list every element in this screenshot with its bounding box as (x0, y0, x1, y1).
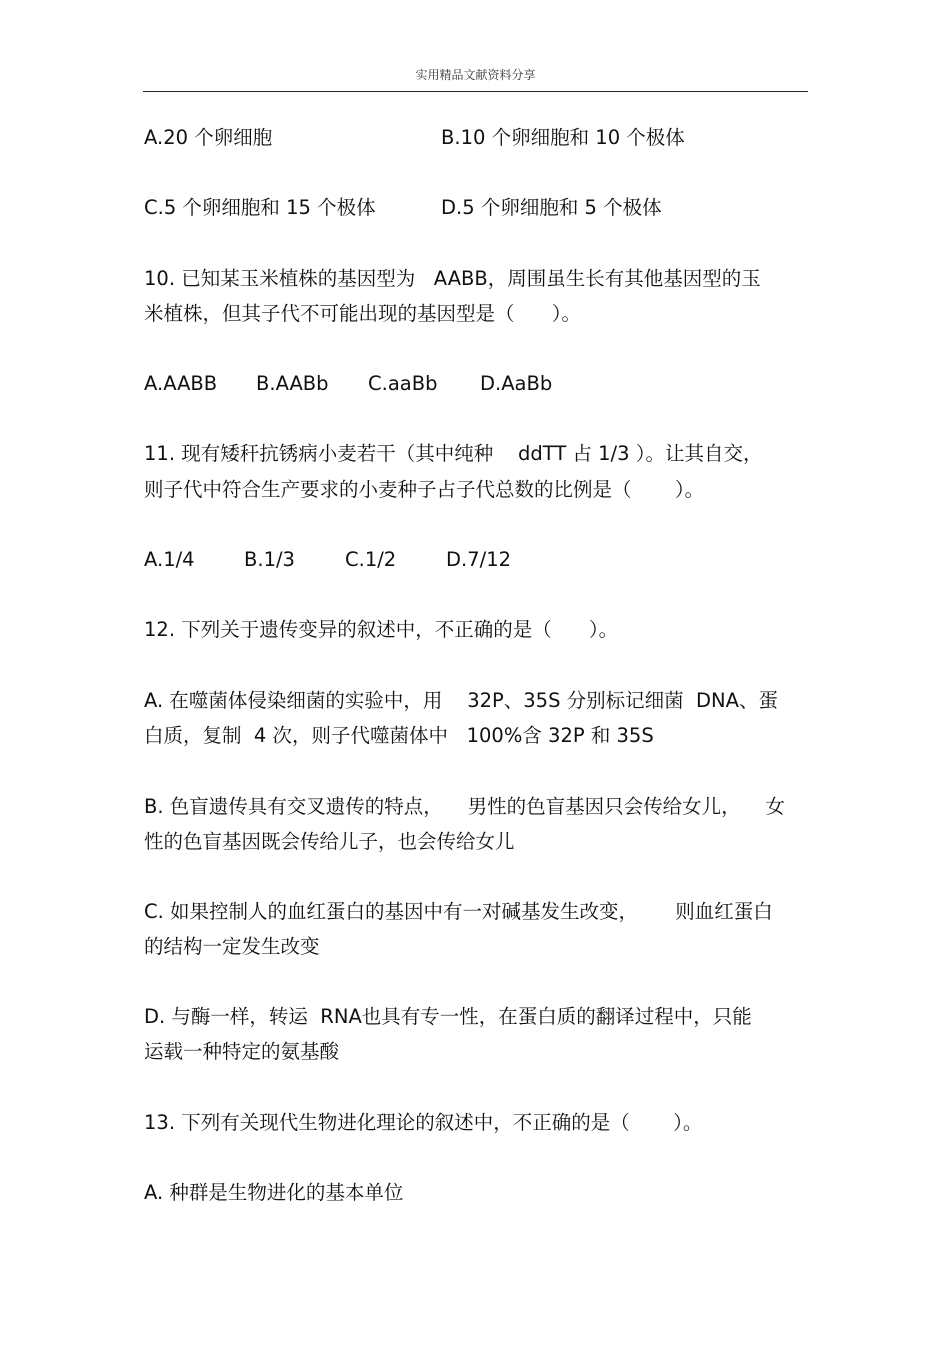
q12-option-b-line1: B. 色盲遗传具有交叉遗传的特点， 男性的色盲基因只会传给女儿， 女 (144, 795, 785, 818)
q12-option-b-line2: 性的色盲基因既会传给儿子，也会传给女儿 (144, 830, 515, 853)
q10-stem-line1: 10. 已知某玉米植株的基因型为 AABB，周围虽生长有其他基因型的玉 (144, 267, 761, 290)
q10-option-b: B.AABb (256, 372, 329, 395)
q10-option-d: D.AaBb (480, 372, 553, 395)
q13-stem: 13. 下列有关现代生物进化理论的叙述中，不正确的是（ ）。 (144, 1111, 703, 1134)
q10-stem-line2: 米植株，但其子代不可能出现的基因型是（ ）。 (144, 302, 581, 325)
q12-option-a-line2: 白质，复制 4 次，则子代噬菌体中 100%含 32P 和 35S (144, 724, 654, 747)
q12-option-d-line2: 运载一种特定的氨基酸 (144, 1040, 340, 1063)
q9-option-a: A.20 个卵细胞 (144, 126, 273, 149)
q12-option-a-line1: A. 在噬菌体侵染细菌的实验中，用 32P、35S 分别标记细菌 DNA、蛋 (144, 689, 778, 712)
q9-option-d: D.5 个卵细胞和 5 个极体 (441, 196, 662, 219)
q11-option-c: C.1/2 (345, 548, 397, 571)
q12-option-c-line1: C. 如果控制人的血红蛋白的基因中有一对碱基发生改变， 则血红蛋白 (144, 900, 773, 923)
q10-option-c: C.aaBb (368, 372, 438, 395)
q12-stem: 12. 下列关于遗传变异的叙述中，不正确的是（ ）。 (144, 618, 619, 641)
q11-option-a: A.1/4 (144, 548, 195, 571)
q13-option-a: A. 种群是生物进化的基本单位 (144, 1181, 404, 1204)
q9-option-b: B.10 个卵细胞和 10 个极体 (441, 126, 685, 149)
q9-option-c: C.5 个卵细胞和 15 个极体 (144, 196, 376, 219)
q12-option-c-line2: 的结构一定发生改变 (144, 935, 320, 958)
q11-option-b: B.1/3 (244, 548, 295, 571)
q11-stem-line1: 11. 现有矮秆抗锈病小麦若干（其中纯种 ddTT 占 1/3 ）。让其自交， (144, 442, 763, 465)
q12-option-d-line1: D. 与酶一样，转运 RNA也具有专一性，在蛋白质的翻译过程中，只能 (144, 1005, 752, 1028)
q11-stem-line2: 则子代中符合生产要求的小麦种子占子代总数的比例是（ ）。 (144, 478, 705, 501)
page-header: 实用精品文献资料分享 (415, 68, 536, 82)
header-rule (143, 91, 808, 92)
q11-option-d: D.7/12 (446, 548, 512, 571)
q10-option-a: A.AABB (144, 372, 218, 395)
